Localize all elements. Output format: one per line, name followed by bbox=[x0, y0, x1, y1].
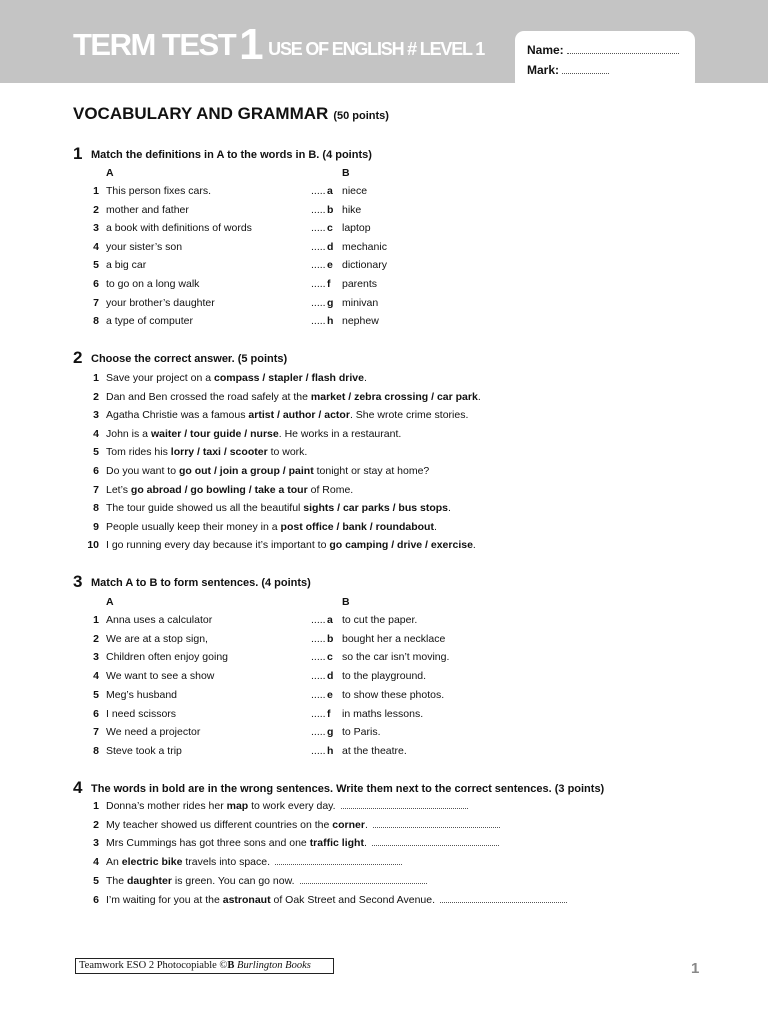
item-text-a: We are at a stop sign, bbox=[106, 632, 208, 645]
item-letter: e bbox=[327, 688, 333, 701]
item-number: 7 bbox=[93, 726, 99, 739]
exercise-2-heading bbox=[73, 348, 287, 368]
item-text-b: at the theatre. bbox=[342, 744, 407, 757]
sentence-post: . bbox=[472, 539, 476, 552]
section-title bbox=[73, 104, 389, 124]
answer-blank[interactable]: ..... bbox=[311, 670, 326, 683]
exercise-1-item bbox=[0, 185, 768, 201]
sentence-post: of Rome. bbox=[307, 483, 354, 496]
item-letter: g bbox=[327, 296, 334, 309]
exercise-2-item bbox=[0, 372, 768, 388]
item-text-b: hike bbox=[342, 203, 362, 216]
exercise-1-item bbox=[0, 204, 768, 220]
item-number: 8 bbox=[93, 502, 99, 515]
answer-blank[interactable]: ..... bbox=[311, 707, 326, 720]
item-number: 7 bbox=[93, 483, 99, 496]
column-a-heading: A bbox=[106, 167, 114, 179]
item-letter: d bbox=[327, 670, 334, 683]
sentence-options[interactable]: go camping / drive / exercise bbox=[329, 539, 473, 552]
mark-field[interactable] bbox=[562, 64, 609, 74]
answer-blank[interactable]: ..... bbox=[311, 651, 326, 664]
exercise-4-item bbox=[0, 856, 768, 872]
sentence-pre: Do you want to bbox=[106, 465, 179, 477]
name-row bbox=[527, 43, 679, 57]
exercise-number: 2 bbox=[73, 348, 83, 367]
item-text-b: so the car isn’t moving. bbox=[342, 651, 450, 664]
answer-blank[interactable]: ..... bbox=[311, 222, 326, 235]
item-number: 1 bbox=[93, 372, 99, 384]
answer-blank[interactable]: ..... bbox=[311, 278, 326, 290]
item-letter: c bbox=[327, 222, 333, 235]
exercise-1-heading bbox=[73, 144, 372, 164]
item-number: 4 bbox=[93, 427, 99, 440]
answer-line[interactable] bbox=[373, 819, 500, 828]
title-subtitle: USE OF ENGLISH # LEVEL 1 bbox=[268, 39, 485, 59]
item-letter: b bbox=[327, 632, 334, 645]
item-letter: b bbox=[327, 203, 334, 216]
item-number: 7 bbox=[93, 296, 99, 309]
name-mark-box bbox=[515, 31, 695, 91]
exercise-4-item bbox=[0, 819, 768, 835]
item-number: 6 bbox=[93, 893, 99, 906]
exercise-1-item bbox=[0, 297, 768, 313]
exercise-4-item bbox=[0, 875, 768, 891]
sentence-post: of Oak Street and Second Avenue. bbox=[270, 893, 435, 906]
footer-text: Teamwork ESO 2 Photocopiable © bbox=[79, 960, 228, 971]
item-sentence bbox=[106, 539, 476, 551]
answer-blank[interactable]: ..... bbox=[311, 203, 326, 216]
item-letter: h bbox=[327, 315, 334, 328]
item-number: 3 bbox=[93, 409, 99, 422]
sentence-options[interactable]: astronaut bbox=[222, 893, 271, 906]
name-field[interactable] bbox=[567, 44, 679, 54]
sentence-pre: I go running every day because it’s important to bbox=[106, 539, 330, 552]
sentence-pre: My teacher showed us different countries on the bbox=[106, 818, 333, 831]
exercise-3-item bbox=[0, 614, 768, 630]
sentence-options[interactable]: go abroad / go bowling / take a tour bbox=[130, 483, 308, 496]
page-number: 1 bbox=[691, 960, 700, 977]
exercise-2-item bbox=[0, 391, 768, 407]
item-text-a: to go on a long walk bbox=[106, 278, 200, 290]
sentence-options[interactable]: daughter bbox=[127, 874, 172, 887]
exercise-1-item bbox=[0, 315, 768, 331]
item-letter: a bbox=[327, 614, 333, 626]
item-number: 2 bbox=[93, 390, 99, 403]
item-sentence bbox=[106, 502, 451, 514]
sentence-pre: Save your project on a bbox=[106, 372, 214, 384]
item-text-a: your brother’s daughter bbox=[106, 296, 215, 309]
item-text-b: minivan bbox=[342, 296, 379, 309]
item-number: 10 bbox=[87, 539, 99, 552]
exercise-2-item bbox=[0, 521, 768, 537]
item-number: 5 bbox=[93, 688, 99, 701]
exercise-number: 3 bbox=[73, 572, 83, 591]
exercise-instruction: The words in bold are in the wrong sentences. Write them next to the correct sentences. (3 points) bbox=[91, 783, 605, 795]
sentence-options[interactable]: compass / stapler / flash drive bbox=[213, 372, 364, 384]
exercise-instruction: Match A to B to form sentences. (4 points) bbox=[91, 577, 311, 589]
mark-row bbox=[527, 63, 609, 77]
item-sentence bbox=[106, 819, 500, 831]
item-number: 8 bbox=[93, 315, 99, 328]
exercise-2-item bbox=[0, 484, 768, 500]
exercise-number: 4 bbox=[73, 778, 83, 797]
item-sentence bbox=[106, 391, 481, 403]
item-number: 1 bbox=[93, 185, 99, 197]
item-text-b: mechanic bbox=[342, 240, 387, 253]
exercise-3-item bbox=[0, 726, 768, 742]
sentence-pre: Tom rides his bbox=[106, 446, 171, 459]
sentence-pre: Dan and Ben crossed the road safely at the bbox=[106, 390, 311, 403]
item-sentence bbox=[106, 875, 427, 887]
exercise-4-item bbox=[0, 837, 768, 853]
item-text-a: Children often enjoy going bbox=[106, 651, 229, 664]
item-text-a: We need a projector bbox=[106, 726, 201, 739]
sentence-pre: Mrs Cummings has got three sons and one bbox=[106, 837, 310, 850]
sentence-pre: John is a bbox=[106, 427, 151, 440]
item-text-a: mother and father bbox=[106, 203, 189, 216]
answer-line[interactable] bbox=[372, 837, 499, 846]
sentence-post: . He works in a restaurant. bbox=[278, 427, 402, 440]
sentence-pre: People usually keep their money in a bbox=[106, 520, 281, 533]
sentence-pre: I’m waiting for you at the bbox=[106, 893, 223, 906]
item-sentence bbox=[106, 465, 429, 477]
sentence-post: is green. You can go now. bbox=[171, 874, 295, 887]
sentence-pre: Donna’s mother rides her bbox=[106, 800, 227, 812]
answer-line[interactable] bbox=[300, 875, 427, 884]
item-sentence bbox=[106, 800, 468, 812]
item-text-b: to cut the paper. bbox=[342, 614, 418, 626]
answer-line[interactable] bbox=[341, 800, 468, 809]
exercise-1-item bbox=[0, 259, 768, 275]
name-label: Name: bbox=[527, 43, 564, 57]
exercise-2-item bbox=[0, 409, 768, 425]
title-text: TERM TEST bbox=[73, 27, 236, 62]
sentence-post: . bbox=[363, 372, 367, 384]
column-a-heading: A bbox=[106, 596, 114, 608]
item-number: 9 bbox=[93, 520, 99, 533]
item-number: 2 bbox=[93, 203, 99, 216]
item-letter: f bbox=[327, 707, 331, 720]
item-letter: d bbox=[327, 240, 334, 253]
sentence-options[interactable]: waiter / tour guide / nurse bbox=[150, 427, 279, 440]
item-sentence bbox=[106, 484, 353, 496]
section-title-text: VOCABULARY AND GRAMMAR bbox=[73, 104, 329, 123]
item-text-a: a book with definitions of words bbox=[106, 222, 252, 235]
column-b-heading: B bbox=[342, 596, 350, 608]
sentence-options[interactable]: market / zebra crossing / car park bbox=[310, 390, 478, 403]
exercise-2-item bbox=[0, 446, 768, 462]
item-letter: f bbox=[327, 278, 331, 290]
item-number: 6 bbox=[93, 278, 99, 290]
item-number: 8 bbox=[93, 744, 99, 757]
sentence-options[interactable]: corner bbox=[332, 818, 365, 831]
item-text-a: This person fixes cars. bbox=[106, 185, 212, 197]
item-number: 6 bbox=[93, 707, 99, 720]
item-text-b: parents bbox=[342, 278, 378, 290]
exercise-instruction: Choose the correct answer. (5 points) bbox=[91, 353, 288, 365]
answer-blank[interactable]: ..... bbox=[311, 185, 326, 197]
item-text-a: a big car bbox=[106, 259, 147, 272]
item-text-a: We want to see a show bbox=[106, 670, 215, 683]
item-text-b: to Paris. bbox=[342, 726, 381, 739]
item-text-b: to show these photos. bbox=[342, 688, 445, 701]
item-text-a: Meg’s husband bbox=[106, 688, 178, 701]
sentence-options[interactable]: traffic light bbox=[309, 837, 364, 850]
item-sentence bbox=[106, 372, 367, 384]
item-number: 1 bbox=[93, 800, 99, 812]
answer-blank[interactable]: ..... bbox=[311, 688, 326, 701]
item-number: 3 bbox=[93, 651, 99, 664]
exercise-2-item bbox=[0, 465, 768, 481]
sentence-post: . bbox=[448, 502, 451, 515]
sentence-pre: The bbox=[106, 874, 128, 887]
answer-blank[interactable]: ..... bbox=[311, 744, 326, 757]
sentence-pre: Agatha Christie was a famous bbox=[106, 409, 249, 422]
sentence-options[interactable]: electric bike bbox=[121, 856, 183, 869]
item-number: 4 bbox=[93, 670, 99, 683]
section-points: (50 points) bbox=[333, 110, 389, 122]
answer-blank[interactable]: ..... bbox=[311, 726, 326, 739]
item-number: 4 bbox=[93, 856, 99, 869]
sentence-options[interactable]: artist / author / actor bbox=[248, 409, 350, 422]
item-text-b: to the playground. bbox=[342, 670, 427, 683]
item-sentence bbox=[106, 428, 401, 440]
exercise-3-item bbox=[0, 689, 768, 705]
sentence-post: . bbox=[433, 520, 437, 533]
exercise-4-item bbox=[0, 800, 768, 816]
item-letter: c bbox=[327, 651, 333, 664]
header-bar bbox=[0, 0, 768, 83]
exercise-3-item bbox=[0, 708, 768, 724]
item-text-b: dictionary bbox=[342, 259, 387, 272]
item-number: 3 bbox=[93, 222, 99, 235]
item-text-b: bought her a necklace bbox=[342, 632, 446, 645]
sentence-post: . bbox=[363, 837, 367, 850]
title-number: 1 bbox=[239, 20, 263, 69]
item-number: 4 bbox=[93, 240, 99, 253]
exercise-3-item bbox=[0, 745, 768, 761]
item-text-a: I need scissors bbox=[106, 707, 177, 720]
item-text-a: Anna uses a calculator bbox=[106, 614, 213, 626]
item-sentence bbox=[106, 894, 567, 906]
item-sentence bbox=[106, 837, 499, 849]
sentence-post: tonight or stay at home? bbox=[313, 465, 430, 477]
item-sentence bbox=[106, 856, 402, 868]
sentence-pre: An bbox=[106, 856, 122, 869]
footer-publisher: Burlington Books bbox=[237, 960, 311, 971]
item-number: 2 bbox=[93, 818, 99, 831]
sentence-post: . She wrote crime stories. bbox=[349, 409, 469, 422]
publisher-logo: B bbox=[227, 960, 235, 971]
answer-blank[interactable]: ..... bbox=[311, 240, 326, 253]
exercise-1-item bbox=[0, 222, 768, 238]
sentence-post: to work. bbox=[267, 446, 308, 459]
exercise-4-item bbox=[0, 894, 768, 910]
item-sentence bbox=[106, 446, 307, 458]
sentence-options[interactable]: sights / car parks / bus stops bbox=[303, 502, 449, 515]
item-text-a: Steve took a trip bbox=[106, 744, 182, 757]
exercise-3-item bbox=[0, 651, 768, 667]
mark-label: Mark: bbox=[527, 63, 560, 77]
exercise-4-heading bbox=[73, 778, 604, 798]
sentence-post: to work every day. bbox=[248, 800, 336, 812]
column-b-heading: B bbox=[342, 167, 350, 179]
exercise-3-item bbox=[0, 670, 768, 686]
item-text-b: laptop bbox=[342, 222, 371, 235]
answer-line[interactable] bbox=[275, 856, 402, 865]
exercise-number: 1 bbox=[73, 144, 83, 163]
item-letter: e bbox=[327, 259, 333, 272]
item-text-a: your sister’s son bbox=[106, 240, 183, 253]
sentence-pre: Let’s bbox=[106, 483, 131, 496]
answer-blank[interactable]: ..... bbox=[311, 632, 326, 645]
sentence-options[interactable]: go out / join a group / paint bbox=[178, 465, 314, 477]
answer-line[interactable] bbox=[440, 894, 567, 903]
item-text-b: in maths lessons. bbox=[342, 707, 424, 720]
sentence-post: . bbox=[364, 818, 368, 831]
item-number: 1 bbox=[93, 614, 99, 626]
sentence-post: travels into space. bbox=[182, 856, 271, 869]
exercise-2-item bbox=[0, 502, 768, 518]
item-sentence bbox=[106, 521, 437, 533]
answer-blank[interactable]: ..... bbox=[311, 296, 326, 309]
exercise-1-item bbox=[0, 278, 768, 294]
test-title bbox=[73, 16, 485, 69]
exercise-2-item bbox=[0, 539, 768, 555]
item-letter: g bbox=[327, 726, 334, 739]
exercise-3-item bbox=[0, 633, 768, 649]
exercise-instruction: Match the definitions in A to the words in B. (4 points) bbox=[91, 149, 372, 161]
footer-copyright bbox=[75, 958, 334, 974]
sentence-post: . bbox=[477, 390, 481, 403]
item-number: 5 bbox=[93, 446, 99, 459]
item-text-b: nephew bbox=[342, 315, 379, 328]
item-letter: h bbox=[327, 744, 334, 757]
exercise-3-heading bbox=[73, 572, 311, 592]
answer-blank[interactable]: ..... bbox=[311, 614, 326, 626]
answer-blank[interactable]: ..... bbox=[311, 315, 326, 328]
exercise-1-item bbox=[0, 241, 768, 257]
answer-blank[interactable]: ..... bbox=[311, 259, 326, 272]
item-number: 6 bbox=[93, 465, 99, 477]
exercise-2-item bbox=[0, 428, 768, 444]
item-number: 5 bbox=[93, 874, 99, 887]
item-letter: a bbox=[327, 185, 333, 197]
sentence-options[interactable]: lorry / taxi / scooter bbox=[170, 446, 268, 459]
item-number: 3 bbox=[93, 837, 99, 850]
item-text-b: niece bbox=[342, 185, 368, 197]
item-text-a: a type of computer bbox=[106, 315, 193, 328]
item-number: 2 bbox=[93, 632, 99, 645]
item-number: 5 bbox=[93, 259, 99, 272]
sentence-options[interactable]: post office / bank / roundabout bbox=[280, 520, 434, 533]
sentence-pre: The tour guide showed us all the beautiful bbox=[106, 502, 304, 515]
item-sentence bbox=[106, 409, 468, 421]
sentence-options[interactable]: map bbox=[226, 800, 249, 812]
